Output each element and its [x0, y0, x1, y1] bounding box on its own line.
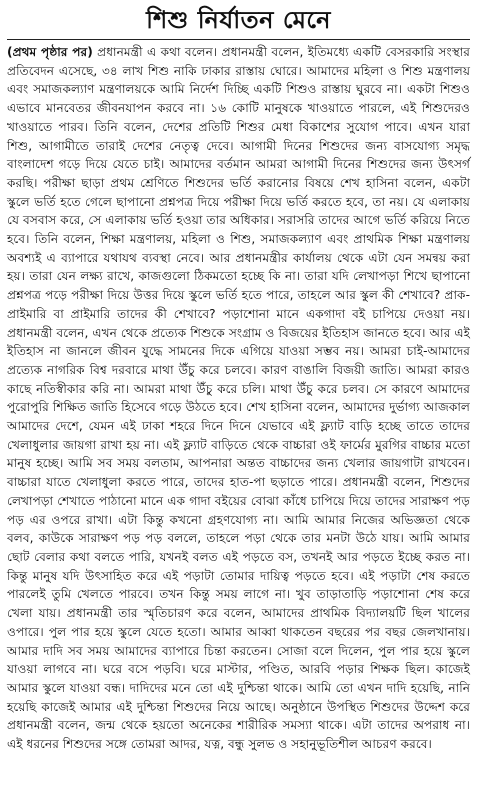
headline: শিশু নির্যাতন মেনে	[146, 6, 331, 34]
headline-divider	[7, 39, 470, 40]
jump-label: (প্রথম পৃষ্ঠার পর)	[7, 45, 93, 59]
article-body	[7, 43, 470, 754]
article-text: প্রধানমন্ত্রী এ কথা বলেন। প্রধানমন্ত্রী বলেন, ইতিমধ্যে একটি বেসরকারি সংস্থার প্রতিবেদন এসেছে, ৩৪ লাখ শিশু নাকি ঢাকার রাস্তায় ঘোরে। আমাদের মহিলা ও শিশু মন্ত্রণালয় এবং সমাজকল্যাণ মন্ত্রণালয়কে আমি নির্দেশ দিচ্ছি একটি শিশুও রাস্তায় ঘুরবে না। একটা শিশুও এভাবে মানবেতর জীবনযাপন করবে না। ১৬ কোটি মানুষকে খাওয়াতে পারলে, এই শিশুদেরও খাওয়াতে পারব। তিনি বলেন, দেশের প্রতিটি শিশুর মেধা বিকাশের সুযোগ পাবে। এখন যারা শিশু, আগামীতে তারাই দেশের নেতৃত্ব দেবে। আগামী দিনের শিশুদের জন্য বাসযোগ্য সমৃদ্ধ বাংলাদেশ গড়ে দিয়ে যেতে চাই। আমাদের বর্তমান আমরা আগামী দিনের শিশুদের জন্য উৎসর্গ করছি। পরীক্ষা ছাড়া প্রথম শ্রেণিতে শিশুদের ভর্তি করানোর বিষয়ে শেখ হাসিনা বলেন, একটা স্কুলে ভর্তি হতে গেলে ছাপানো প্রশ্নপত্র দিয়ে পরীক্ষা দিয়ে ভর্তি করতে হবে, তা নয়। যে এলাকায় যে বসবাস করে, সে এলাকায় ভর্তি হওয়া তার অধিকার। সরাসরি তাদের আগে ভর্তি করিয়ে নিতে হবে। তিনি বলেন, শিক্ষা মন্ত্রণালয়, মহিলা ও শিশু, সমাজকল্যাণ এবং প্রাথমিক শিক্ষা মন্ত্রণালয় অবশ্যই এ ব্যাপারে যথাযথ ব্যবস্থা নেবে। আর প্রধানমন্ত্রীর কার্যালয় থেকে এটা যেন সমন্বয় করা হয়। তারা যেন লক্ষ্য রাখে, কাজগুলো ঠিকমতো হচ্ছে কি না। তারা যদি লেখাপড়া শিখে ছাপানো প্রশ্নপত্র পড়ে পরীক্ষা দিয়ে উত্তর দিয়ে স্কুলে ভর্তি হতে পারে, তাহলে আর স্কুল কী শেখাবে? প্রাক-প্রাইমারি বা প্রাইমারি তাদের কী শেখাবে? পড়াশোনা মানে একগাদা বই চাপিয়ে দেওয়া নয়। প্রধানমন্ত্রী বলেন, এখন থেকে প্রত্যেক শিশুকে সংগ্রাম ও বিজয়ের ইতিহাস জানতে হবে। আর এই ইতিহাস না জানলে জীবন যুদ্ধে সামনের দিকে এগিয়ে যাওয়া সম্ভব নয়। আমরা চাই-আমাদের প্রত্যেক নাগরিক বিশ্ব দরবারে মাথা উঁচু করে চলবে। কারণ বাঙালি বিজয়ী জাতি। আমরা কারও কাছে নতিস্বীকার করি না। আমরা মাথা উঁচু করে চলি। মাথা উঁচু করে চলব। সে কারণে আমাদের পুরোপুরি শিক্ষিত জাতি হিসেবে গড়ে উঠতে হবে। শেখ হাসিনা বলেন, আমাদের দুর্ভাগ্য আজকাল আমাদের দেশে, যেমন এই ঢাকা শহরে দিনে দিনে যেভাবে এই ফ্ল্যাট বাড়ি হচ্ছে তাতে তাদের খেলাধুলার জায়গা রাখা হয় না। এই ফ্ল্যাট বাড়িতে থেকে বাচ্চারা ওই ফার্মের মুরগির বাচ্চার মতো মানুষ হচ্ছে। আমি সব সময় বলতাম, আপনারা অন্তত বাচ্চাদের জন্য খেলার জায়গাটা রাখবেন। বাচ্চারা যাতে খেলাধুলা করতে পারে, তাদের হাত-পা ছড়াতে পারে। প্রধানমন্ত্রী বলেন, শিশুদের লেখাপড়া শেখাতে পাঠানো মানে এক গাদা বইয়ের বোঝা কাঁধে চাপিয়ে দিয়ে তাদের সারাক্ষণ পড় পড় এর ওপরে রাখা। এটা কিন্তু কখনো গ্রহণযোগ্য না। আমি আমার নিজের অভিজ্ঞতা থেকে বলব, কাউকে সারাক্ষণ পড় পড় বললে, তাহলে পড়া থেকে তার মনটা উঠে যায়। আমি আমার ছোট বেলার কথা বলতে পারি, যখনই বলত এই পড়তে বস, তখনই আর পড়তে ইচ্ছে করত না। কিন্তু মানুষ যদি উৎসাহিত করে এই পড়াটা তোমার দায়িত্ব পড়তে হবে। এই পড়াটা শেষ করতে পারলেই তুমি খেলতে পারবে। তখন কিন্তু সময় লাগে না। খুব তাড়াতাড়ি পড়াশোনা শেষ করে খেলা যায়। প্রধানমন্ত্রী তার স্মৃতিচারণ করে বলেন, আমাদের প্রাথমিক বিদ্যালয়টি ছিল খালের ওপারে। পুল পার হয়ে স্কুলে যেতে হতো। আমার আব্বা থাকতেন বছরের পর বছর জেলখানায়। আমার দাদি সব সময় আমাদের ব্যাপারে চিন্তা করতেন। সোজা বলে দিলেন, পুল পার হয়ে স্কুলে যাওয়া লাগবে না। ঘরে বসে পড়বি। ঘরে মাস্টার, পণ্ডিত, আরবি পড়ার শিক্ষক ছিল। কাজেই আমার স্কুলে যাওয়া বন্ধ। দাদিদের মনে তো এই দুশ্চিন্তা থাকে। আমি তো এখন দাদি হয়েছি, নানি হয়েছি কাজেই আমার এই দুশ্চিন্তা শিশুদের নিয়ে আছে। অনুষ্ঠানে উপস্থিত শিশুদের উদ্দেশ করে প্রধানমন্ত্রী বলেন, জন্ম থেকে হয়তো অনেকের শারীরিক সমস্যা থাকে। এটা তাদের অপরাধ না। এই ধরনের শিশুদের সঙ্গে তোমরা আদর, যত্ন, বন্ধু সুলভ ও সহানুভূতিশীল আচরণ করবে।	[7, 45, 471, 752]
